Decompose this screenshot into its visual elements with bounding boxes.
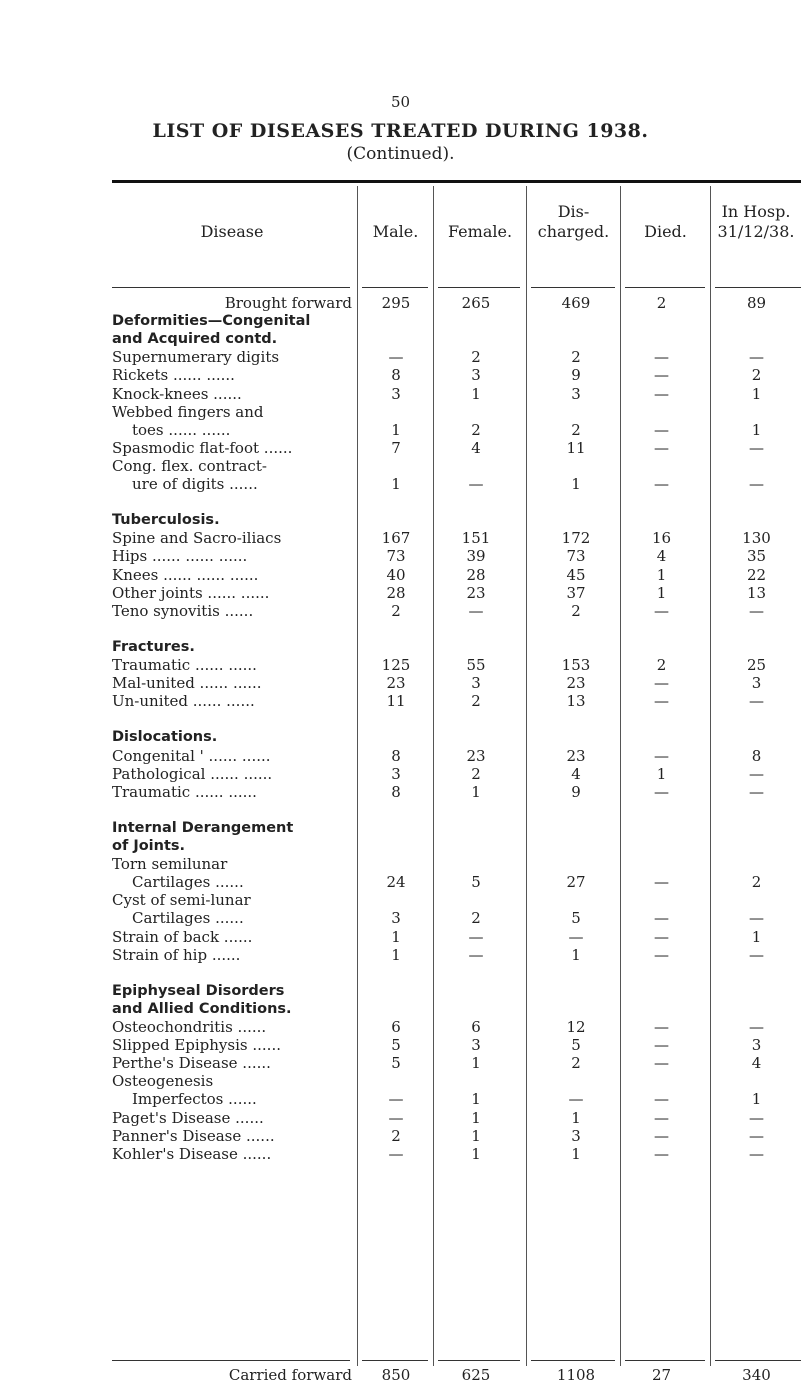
cell-discharged: 1 bbox=[571, 945, 581, 964]
table-row bbox=[112, 946, 801, 964]
cell-female: 2 bbox=[471, 348, 481, 367]
cell-female: 1 bbox=[471, 1108, 481, 1127]
cell-in-hosp: 3 bbox=[751, 1036, 762, 1055]
cell-male: 28 bbox=[386, 583, 406, 602]
cell-discharged: 45 bbox=[566, 565, 586, 584]
disease-label: Teno synovitis ...... bbox=[112, 601, 254, 620]
cell-discharged: 153 bbox=[561, 656, 591, 674]
cell-discharged: 2 bbox=[571, 348, 581, 367]
cell-in-hosp: 3 bbox=[751, 674, 762, 693]
cell-in-hosp: 2 bbox=[751, 366, 762, 385]
header-in-hosp-line1: In Hosp. bbox=[721, 202, 791, 221]
cell-female: — bbox=[468, 927, 484, 946]
cell-discharged: 469 bbox=[561, 294, 591, 312]
disease-label: Perthe's Disease ...... bbox=[112, 1054, 271, 1073]
table-row bbox=[112, 1018, 801, 1036]
disease-label: Congenital ' ...... ...... bbox=[112, 746, 271, 765]
cell-male: 1 bbox=[391, 927, 401, 946]
cell-male: 8 bbox=[391, 782, 401, 801]
page-title: LIST OF DISEASES TREATED DURING 1938. bbox=[152, 120, 649, 142]
disease-label: Pathological ...... ...... bbox=[112, 764, 273, 783]
cell-female: — bbox=[468, 945, 484, 964]
disease-label: Osteochondritis ...... bbox=[112, 1018, 267, 1036]
disease-label: Un-united ...... ...... bbox=[112, 692, 255, 711]
footer-rule bbox=[531, 1360, 615, 1361]
table-top-rule bbox=[112, 180, 801, 183]
header-in-hosp-line2: 31/12/38. bbox=[717, 222, 795, 241]
cell-in-hosp: 1 bbox=[751, 384, 762, 403]
cell-male: 7 bbox=[391, 438, 401, 457]
cell-died: — bbox=[654, 475, 669, 493]
cell-female: 265 bbox=[461, 294, 491, 312]
cell-in-hosp: — bbox=[749, 475, 764, 493]
cell-male: 3 bbox=[391, 384, 401, 403]
cell-male: 11 bbox=[386, 692, 406, 711]
cell-in-hosp: 1 bbox=[751, 927, 762, 946]
carried-forward-label: Carried forward bbox=[228, 1366, 352, 1384]
cell-female: 3 bbox=[471, 366, 481, 385]
cell-in-hosp: 35 bbox=[746, 547, 767, 566]
cell-died: — bbox=[654, 1144, 669, 1163]
cell-female: 23 bbox=[466, 583, 486, 602]
footer-rule bbox=[715, 1360, 801, 1361]
table-row bbox=[112, 656, 801, 674]
total-discharged: 1108 bbox=[556, 1366, 596, 1384]
section-heading-row bbox=[112, 1000, 801, 1018]
cell-died: — bbox=[654, 909, 669, 928]
table-row bbox=[112, 385, 801, 403]
footer-rule bbox=[438, 1360, 520, 1361]
header-discharged-line2: charged. bbox=[537, 222, 610, 241]
cell-male: 23 bbox=[386, 674, 406, 693]
total-died: 27 bbox=[651, 1366, 672, 1384]
table-row bbox=[112, 891, 801, 909]
cell-male: 1 bbox=[391, 945, 401, 964]
table-row bbox=[112, 765, 801, 783]
table-row bbox=[112, 566, 801, 584]
header-discharged-line1: Dis- bbox=[557, 202, 590, 221]
cell-male: 40 bbox=[386, 565, 406, 584]
disease-label: Cartilages ...... bbox=[132, 909, 244, 928]
disease-label: ure of digits ...... bbox=[132, 475, 258, 493]
cell-died: 2 bbox=[656, 656, 667, 674]
cell-female: 1 bbox=[471, 1144, 481, 1163]
cell-died: — bbox=[654, 1018, 669, 1036]
cell-female: 3 bbox=[471, 1036, 481, 1055]
cell-in-hosp: — bbox=[749, 909, 764, 928]
table-row bbox=[112, 855, 801, 873]
cell-female: 1 bbox=[471, 1054, 481, 1073]
cell-female: 1 bbox=[471, 782, 481, 801]
section-heading: and Acquired contd. bbox=[112, 331, 278, 348]
header-rule bbox=[438, 287, 520, 288]
cell-died: 1 bbox=[656, 583, 667, 602]
cell-discharged: 4 bbox=[571, 764, 581, 783]
cell-female: 39 bbox=[466, 547, 486, 566]
section-heading-row bbox=[112, 638, 801, 656]
disease-label: Kohler's Disease ...... bbox=[112, 1144, 272, 1163]
table-row bbox=[112, 602, 801, 620]
cell-discharged: 37 bbox=[566, 583, 586, 602]
total-male: 850 bbox=[381, 1366, 411, 1384]
disease-label: Hips ...... ...... ...... bbox=[112, 547, 248, 566]
cell-male: 2 bbox=[391, 601, 401, 620]
cell-female: 3 bbox=[471, 674, 481, 693]
section-heading-row bbox=[112, 728, 801, 746]
cell-discharged: 3 bbox=[571, 384, 581, 403]
cell-male: 2 bbox=[391, 1126, 401, 1145]
cell-in-hosp: 130 bbox=[742, 529, 771, 548]
cell-in-hosp: — bbox=[749, 782, 764, 801]
disease-label: Paget's Disease ...... bbox=[112, 1108, 264, 1127]
cell-in-hosp: 22 bbox=[746, 565, 767, 584]
header-male: Male. bbox=[372, 222, 419, 241]
disease-label: Slipped Epiphysis ...... bbox=[112, 1036, 281, 1055]
page-number: 50 bbox=[390, 93, 411, 111]
cell-died: 4 bbox=[656, 547, 667, 566]
cell-female: 55 bbox=[466, 656, 486, 674]
cell-female: 2 bbox=[471, 420, 481, 439]
cell-discharged: 2 bbox=[571, 1054, 581, 1073]
header-disease: Disease bbox=[200, 222, 264, 241]
header-died: Died. bbox=[644, 222, 687, 241]
cell-in-hosp: — bbox=[749, 764, 764, 783]
cell-died: — bbox=[654, 1036, 669, 1055]
cell-died: — bbox=[654, 420, 669, 439]
cell-male: 5 bbox=[391, 1036, 401, 1055]
cell-in-hosp: — bbox=[749, 1144, 764, 1163]
table-row bbox=[112, 366, 801, 384]
cell-male: 24 bbox=[386, 873, 406, 892]
cell-died: 1 bbox=[656, 565, 667, 584]
disease-label: Cong. flex. contract- bbox=[112, 456, 267, 475]
disease-label: Strain of back ...... bbox=[112, 927, 253, 946]
table-row bbox=[112, 1036, 801, 1054]
cell-died: — bbox=[654, 782, 669, 801]
cell-discharged: 12 bbox=[566, 1018, 586, 1036]
cell-female: 1 bbox=[471, 1126, 481, 1145]
cell-died: — bbox=[654, 1090, 669, 1109]
cell-died: — bbox=[654, 348, 669, 367]
cell-discharged: 1 bbox=[571, 1108, 581, 1127]
cell-female: 2 bbox=[471, 764, 481, 783]
cell-in-hosp: 1 bbox=[751, 1090, 762, 1109]
cell-discharged: 2 bbox=[571, 601, 581, 620]
cell-female: 2 bbox=[471, 909, 481, 928]
section-heading: Epiphyseal Disorders bbox=[112, 982, 285, 999]
section-heading: Internal Derangement bbox=[112, 819, 294, 836]
disease-label: Panner's Disease ...... bbox=[112, 1126, 275, 1145]
table-row bbox=[112, 439, 801, 457]
table-row bbox=[112, 457, 801, 475]
cell-female: 6 bbox=[471, 1018, 481, 1036]
cell-female: 23 bbox=[466, 746, 486, 765]
disease-label: toes ...... ...... bbox=[132, 420, 231, 439]
cell-in-hosp: — bbox=[749, 601, 764, 620]
cell-discharged: 1 bbox=[571, 475, 581, 493]
section-heading-row bbox=[112, 982, 801, 1000]
disease-label: Strain of hip ...... bbox=[112, 945, 241, 964]
cell-in-hosp: 4 bbox=[751, 1054, 762, 1073]
cell-discharged: 9 bbox=[571, 782, 581, 801]
section-heading: Deformities—Congenital bbox=[112, 313, 311, 330]
section-heading: of Joints. bbox=[112, 838, 186, 854]
cell-died: — bbox=[654, 601, 669, 620]
disease-label: Brought forward bbox=[224, 294, 352, 312]
section-heading-row bbox=[112, 837, 801, 855]
disease-label: Cartilages ...... bbox=[132, 873, 244, 892]
cell-discharged: 73 bbox=[566, 547, 586, 566]
cell-died: — bbox=[654, 1108, 669, 1127]
cell-discharged: 23 bbox=[566, 746, 586, 765]
cell-male: — bbox=[388, 1144, 404, 1163]
cell-died: — bbox=[654, 692, 669, 711]
table-row bbox=[112, 747, 801, 765]
cell-female: 5 bbox=[471, 873, 481, 892]
cell-discharged: 5 bbox=[571, 1036, 581, 1055]
cell-female: 1 bbox=[471, 384, 481, 403]
table-row bbox=[112, 909, 801, 927]
table-row bbox=[112, 928, 801, 946]
cell-male: — bbox=[388, 1090, 404, 1109]
header-rule bbox=[531, 287, 615, 288]
header-rule bbox=[715, 287, 801, 288]
table-row bbox=[112, 421, 801, 439]
cell-in-hosp: — bbox=[749, 1018, 764, 1036]
cell-male: 167 bbox=[381, 529, 411, 548]
disease-label: Spine and Sacro-iliacs bbox=[112, 529, 282, 548]
header-rule bbox=[362, 287, 428, 288]
cell-male: 6 bbox=[391, 1018, 401, 1036]
cell-male: 125 bbox=[381, 656, 411, 674]
cell-died: — bbox=[654, 873, 669, 892]
header-rule bbox=[625, 287, 705, 288]
disease-label: Traumatic ...... ...... bbox=[112, 656, 257, 674]
disease-label: Imperfectos ...... bbox=[132, 1090, 257, 1109]
cell-in-hosp: 2 bbox=[751, 873, 762, 892]
total-female: 625 bbox=[461, 1366, 491, 1384]
cell-discharged: 27 bbox=[566, 873, 586, 892]
table-row bbox=[112, 1127, 801, 1145]
cell-discharged: 13 bbox=[566, 692, 586, 711]
cell-male: 3 bbox=[391, 764, 401, 783]
cell-male: 8 bbox=[391, 746, 401, 765]
cell-discharged: 9 bbox=[571, 366, 581, 385]
cell-male: — bbox=[388, 348, 404, 367]
cell-female: 151 bbox=[461, 529, 491, 548]
table-row bbox=[112, 674, 801, 692]
section-heading-row bbox=[112, 330, 801, 348]
disease-label: Other joints ...... ...... bbox=[112, 583, 270, 602]
table-row bbox=[112, 475, 801, 493]
cell-in-hosp: — bbox=[749, 1126, 764, 1145]
cell-died: — bbox=[654, 945, 669, 964]
cell-male: 295 bbox=[381, 294, 411, 312]
cell-female: 2 bbox=[471, 692, 481, 711]
table-row bbox=[112, 529, 801, 547]
table-row bbox=[112, 1054, 801, 1072]
section-heading-row bbox=[112, 511, 801, 529]
cell-died: — bbox=[654, 1054, 669, 1073]
table-row bbox=[112, 1072, 801, 1090]
cell-discharged: 2 bbox=[571, 420, 581, 439]
cell-died: — bbox=[654, 366, 669, 385]
table-row bbox=[112, 1145, 801, 1163]
cell-female: — bbox=[468, 601, 484, 620]
cell-discharged: — bbox=[568, 927, 584, 946]
cell-in-hosp: — bbox=[749, 438, 764, 457]
cell-female: 4 bbox=[471, 438, 481, 457]
disease-label: Spasmodic flat-foot ...... bbox=[112, 438, 293, 457]
disease-label: Cyst of semi-lunar bbox=[112, 891, 251, 910]
footer-rule bbox=[362, 1360, 428, 1361]
table-row bbox=[112, 294, 801, 312]
cell-died: — bbox=[654, 746, 669, 765]
cell-male: 5 bbox=[391, 1054, 401, 1073]
cell-discharged: 5 bbox=[571, 909, 581, 928]
cell-discharged: 11 bbox=[566, 438, 586, 457]
disease-label: Webbed fingers and bbox=[112, 402, 264, 421]
footer-rule bbox=[112, 1360, 350, 1361]
cell-in-hosp: — bbox=[749, 945, 764, 964]
page-subtitle: (Continued). bbox=[346, 144, 455, 164]
table-row bbox=[112, 783, 801, 801]
cell-male: 8 bbox=[391, 366, 401, 385]
cell-male: 1 bbox=[391, 475, 401, 493]
cell-in-hosp: 1 bbox=[751, 420, 762, 439]
cell-died: — bbox=[654, 927, 669, 946]
cell-male: 73 bbox=[386, 547, 406, 566]
cell-in-hosp: 13 bbox=[746, 583, 767, 602]
cell-male: — bbox=[388, 1108, 404, 1127]
cell-in-hosp: 89 bbox=[746, 294, 767, 312]
cell-female: 28 bbox=[466, 565, 486, 584]
section-heading: and Allied Conditions. bbox=[112, 1000, 292, 1017]
cell-in-hosp: 25 bbox=[746, 656, 767, 674]
section-heading-row bbox=[112, 312, 801, 330]
table-row bbox=[112, 873, 801, 891]
cell-in-hosp: 8 bbox=[751, 746, 762, 765]
disease-label: Knock-knees ...... bbox=[112, 384, 242, 403]
section-heading: Fractures. bbox=[112, 638, 195, 655]
table-row bbox=[112, 547, 801, 565]
cell-discharged: — bbox=[568, 1090, 584, 1109]
cell-died: — bbox=[654, 1126, 669, 1145]
header-female: Female. bbox=[447, 222, 513, 241]
section-heading: Dislocations. bbox=[112, 729, 218, 746]
disease-label: Supernumerary digits bbox=[112, 348, 280, 367]
disease-label: Rickets ...... ...... bbox=[112, 366, 235, 385]
cell-discharged: 172 bbox=[561, 529, 591, 548]
cell-died: 1 bbox=[656, 764, 667, 783]
cell-male: 1 bbox=[391, 420, 401, 439]
cell-died: — bbox=[654, 384, 669, 403]
cell-discharged: 3 bbox=[571, 1126, 581, 1145]
cell-died: — bbox=[654, 438, 669, 457]
total-in-hosp: 340 bbox=[742, 1366, 771, 1384]
cell-discharged: 1 bbox=[571, 1144, 581, 1163]
section-heading-row bbox=[112, 819, 801, 837]
disease-label: Osteogenesis bbox=[112, 1072, 214, 1091]
disease-label: Knees ...... ...... ...... bbox=[112, 565, 259, 584]
table-row bbox=[112, 348, 801, 366]
cell-died: 16 bbox=[651, 529, 672, 548]
cell-female: 1 bbox=[471, 1090, 481, 1109]
table-row bbox=[112, 692, 801, 710]
disease-label: Mal-united ...... ...... bbox=[112, 674, 262, 693]
header-rule bbox=[112, 287, 350, 288]
section-heading: Tuberculosis. bbox=[112, 512, 220, 529]
cell-died: — bbox=[654, 674, 669, 693]
disease-label: Torn semilunar bbox=[112, 855, 228, 874]
footer-rule bbox=[625, 1360, 705, 1361]
cell-in-hosp: — bbox=[749, 692, 764, 711]
cell-male: 3 bbox=[391, 909, 401, 928]
cell-discharged: 23 bbox=[566, 674, 586, 693]
cell-in-hosp: — bbox=[749, 348, 764, 367]
disease-label: Traumatic ...... ...... bbox=[112, 782, 257, 801]
cell-female: — bbox=[468, 475, 484, 493]
table-row bbox=[112, 1090, 801, 1108]
carried-forward-row bbox=[112, 1366, 801, 1384]
cell-in-hosp: — bbox=[749, 1108, 764, 1127]
cell-died: 2 bbox=[656, 294, 667, 312]
table-row bbox=[112, 1109, 801, 1127]
table-row bbox=[112, 584, 801, 602]
table-row bbox=[112, 403, 801, 421]
